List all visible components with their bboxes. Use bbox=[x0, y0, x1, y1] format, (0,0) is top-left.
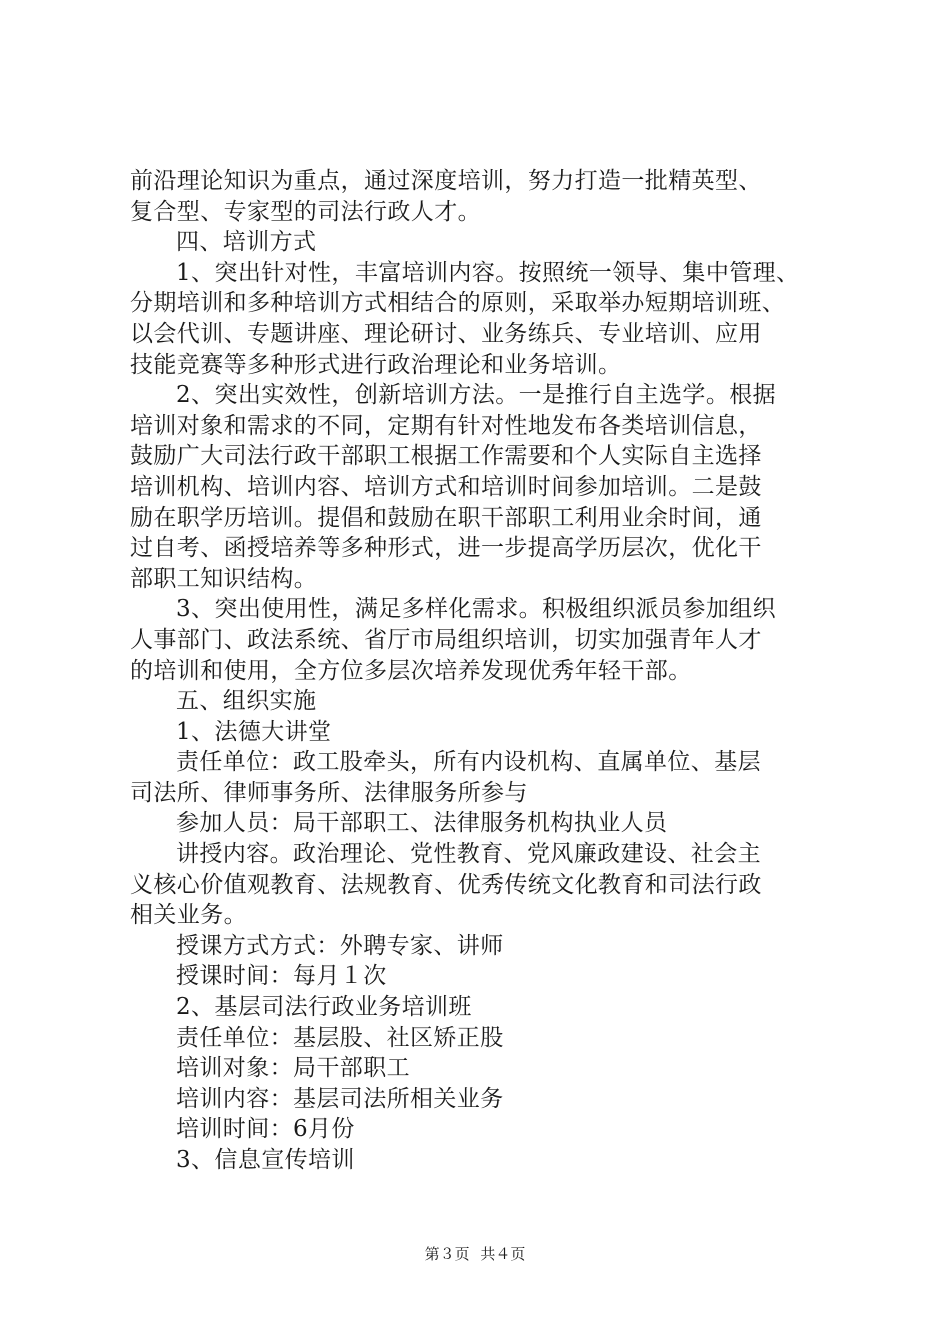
text-line: 励在职学历培训。提倡和鼓励在职干部职工利用业余时间，通 bbox=[130, 504, 762, 531]
text-line: 1、法德大讲堂 bbox=[176, 718, 332, 745]
text-line: 培训时间：6月份 bbox=[176, 1116, 355, 1143]
text-line: 2、基层司法行政业务培训班 bbox=[176, 994, 472, 1021]
text-line: 部职工知识结构。 bbox=[130, 565, 318, 592]
text-line: 参加人员：局干部职工、法律服务机构执业人员 bbox=[176, 810, 668, 837]
text-line: 2、突出实效性，创新培训方法。一是推行自主选学。根据 bbox=[176, 382, 777, 409]
text-line: 授课时间：每月１次 bbox=[176, 963, 387, 990]
text-line: 人事部门、政法系统、省厅市局组织培训，切实加强青年人才 bbox=[130, 626, 762, 653]
text-line: 培训机构、培训内容、培训方式和培训时间参加培训。二是鼓 bbox=[130, 473, 762, 500]
text-line: 分期培训和多种培训方式相结合的原则，采取举办短期培训班、 bbox=[130, 290, 786, 317]
text-line: 责任单位：政工股牵头，所有内设机构、直属单位、基层 bbox=[176, 749, 761, 776]
text-line: 责任单位：基层股、社区矫正股 bbox=[176, 1024, 504, 1051]
text-line: 培训对象和需求的不同，定期有针对性地发布各类培训信息， bbox=[130, 412, 762, 439]
text-line: 复合型、专家型的司法行政人才。 bbox=[130, 198, 481, 225]
text-line: 鼓励广大司法行政干部职工根据工作需要和个人实际自主选择 bbox=[130, 443, 762, 470]
text-line: 的培训和使用，全方位多层次培养发现优秀年轻干部。 bbox=[130, 657, 692, 684]
text-line: 1、突出针对性，丰富培训内容。按照统一领导、集中管理、 bbox=[176, 259, 800, 286]
text-line: 授课方式方式：外聘专家、讲师 bbox=[176, 932, 504, 959]
text-line: 过自考、函授培养等多种形式，进一步提高学历层次，优化干 bbox=[130, 535, 762, 562]
text-line: 司法所、律师事务所、法律服务所参与 bbox=[130, 779, 528, 806]
text-line: 3、信息宣传培训 bbox=[176, 1147, 355, 1173]
text-line: 培训内容：基层司法所相关业务 bbox=[176, 1085, 504, 1112]
page-footer bbox=[0, 1243, 950, 1264]
text-line: 五、组织实施 bbox=[176, 688, 317, 715]
document-body bbox=[130, 166, 830, 1176]
text-line: 3、突出使用性，满足多样化需求。积极组织派员参加组织 bbox=[176, 596, 777, 623]
page-total: 共４页 bbox=[480, 1245, 526, 1263]
text-line: 以会代训、专题讲座、理论研讨、业务练兵、专业培训、应用 bbox=[130, 320, 762, 347]
text-line: 培训对象：局干部职工 bbox=[176, 1055, 410, 1082]
page-number: 第３页 bbox=[424, 1245, 470, 1263]
text-line: 义核心价值观教育、法规教育、优秀传统文化教育和司法行政 bbox=[130, 871, 762, 898]
text-line: 前沿理论知识为重点，通过深度培训，努力打造一批精英型、 bbox=[130, 168, 762, 194]
text-line: 讲授内容。政治理论、党性教育、党风廉政建设、社会主 bbox=[176, 841, 761, 868]
text-line: 四、培训方式 bbox=[176, 229, 317, 256]
text-line: 技能竞赛等多种形式进行政治理论和业务培训。 bbox=[130, 351, 622, 378]
text-line: 相关业务。 bbox=[130, 902, 247, 929]
